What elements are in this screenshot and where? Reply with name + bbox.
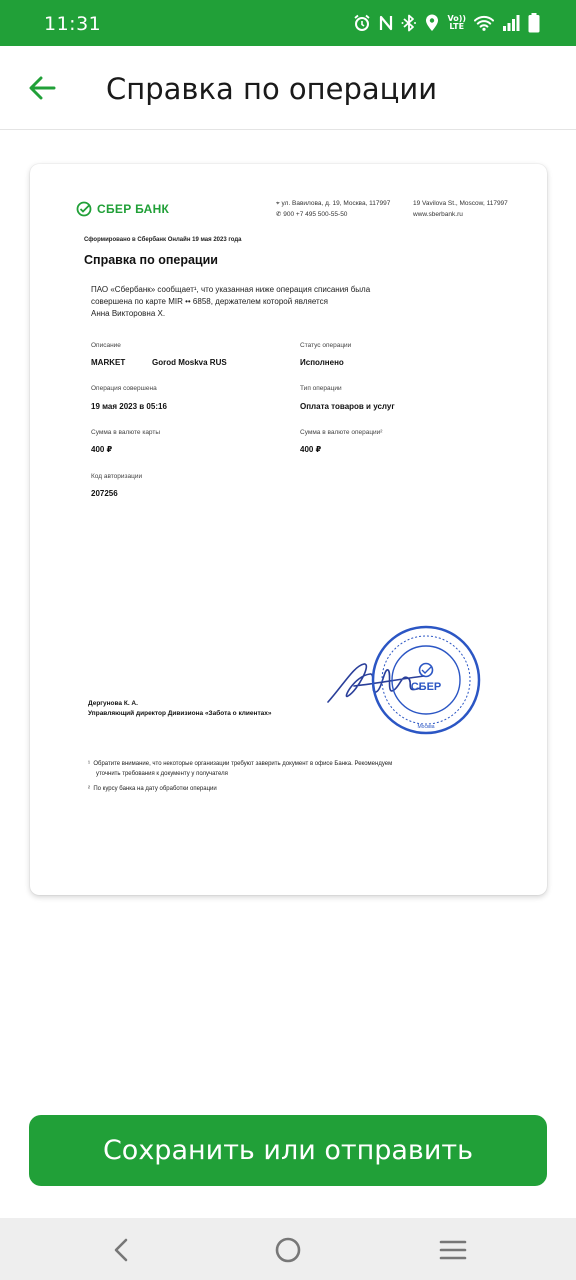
sber-logo (76, 201, 169, 217)
description-value: MARKET (91, 358, 126, 367)
phones: 900 +7 495 500-55-50 (283, 211, 348, 218)
signer-name: Дергунова К. А. (88, 700, 138, 707)
stamp-city: Москва (417, 724, 435, 730)
logo-text: СБЕР БАНК (97, 202, 170, 216)
intro-line: Анна Викторовна Х. (91, 309, 166, 318)
description-value-city: Gorod Moskva RUS (152, 358, 227, 367)
intro-line: совершена по карте MIR •• 6858, держателем которой является (91, 297, 328, 306)
status-icons (353, 12, 540, 34)
footnote-mark: ¹ (88, 761, 90, 767)
nav-back-icon (111, 1237, 131, 1263)
status-label: Статус операции (300, 342, 352, 349)
date-label: Операция совершена (91, 385, 157, 392)
footnote-text: уточнить требования к документу у получателя (96, 771, 228, 777)
status-time: 11:31 (44, 13, 102, 35)
operation-certificate-document[interactable] (30, 164, 547, 895)
nav-home-button[interactable] (271, 1233, 305, 1267)
intro-line: ПАО «Сбербанк» сообщает¹, что указанная ниже операция списания была (91, 285, 371, 294)
nav-recents-icon (439, 1238, 467, 1262)
nav-recents-button[interactable] (436, 1233, 470, 1267)
nav-home-icon (274, 1236, 302, 1264)
footnote-text: По курсу банка на дату обработки операции (93, 786, 217, 792)
date-value: 19 мая 2023 в 05:16 (91, 402, 167, 411)
address-block-ru (276, 198, 390, 220)
footnote-mark: ² (88, 786, 90, 792)
signer-position: Управляющий директор Дивизиона «Забота о клиентах» (88, 710, 272, 717)
website: www.sberbank.ru (413, 211, 463, 218)
nav-back-button[interactable] (104, 1233, 138, 1267)
footnote-1 (88, 759, 392, 779)
location-pin-icon: ⌖ (276, 200, 280, 207)
system-nav-bar (0, 1218, 576, 1280)
bank-stamp (370, 624, 482, 736)
operation-amount-value: 400 ₽ (300, 445, 322, 454)
status-bar (0, 0, 576, 46)
location-icon (425, 14, 439, 32)
operation-amount-label: Сумма в валюте операции² (300, 429, 383, 436)
phone-icon: ✆ (276, 211, 282, 218)
app-bar (0, 46, 576, 130)
footnote-text: Обратите внимание, что некоторые организации требуют заверить документ в офисе Банка. Рекомендуем (93, 761, 393, 767)
generated-note: Сформировано в Сбербанк Онлайн 19 мая 2023 года (84, 237, 242, 243)
signal-icon (502, 14, 520, 32)
status-value: Исполнено (300, 358, 344, 367)
signer-block (88, 699, 271, 719)
type-value: Оплата товаров и услуг (300, 402, 395, 411)
document-title: Справка по операции (84, 253, 218, 267)
nfc-icon (379, 14, 393, 32)
volte-icon: Vo)) LTE (447, 14, 466, 31)
save-or-send-button[interactable]: Сохранить или отправить (29, 1115, 547, 1186)
arrow-left-icon (28, 76, 56, 100)
page-title: Справка по операции (106, 72, 438, 106)
bluetooth-icon (401, 14, 417, 32)
battery-icon (528, 13, 540, 33)
description-label: Описание (91, 342, 121, 349)
intro-text (91, 284, 401, 320)
address-en: 19 Vavilova St., Moscow, 117997 (413, 200, 508, 207)
wifi-icon (474, 15, 494, 31)
alarm-icon (353, 14, 371, 32)
address-ru: ул. Вавилова, д. 19, Москва, 117997 (281, 200, 391, 207)
footnote-2 (88, 784, 217, 794)
address-block-en (413, 198, 508, 220)
card-amount-label: Сумма в валюте карты (91, 429, 161, 436)
sber-logo-icon (76, 201, 92, 217)
auth-code-label: Код авторизации (91, 473, 143, 480)
back-button[interactable] (22, 68, 62, 108)
card-amount-value: 400 ₽ (91, 445, 113, 454)
auth-code-value: 207256 (91, 489, 118, 498)
stamp-text: СБЕР (410, 681, 442, 693)
type-label: Тип операции (300, 385, 342, 392)
